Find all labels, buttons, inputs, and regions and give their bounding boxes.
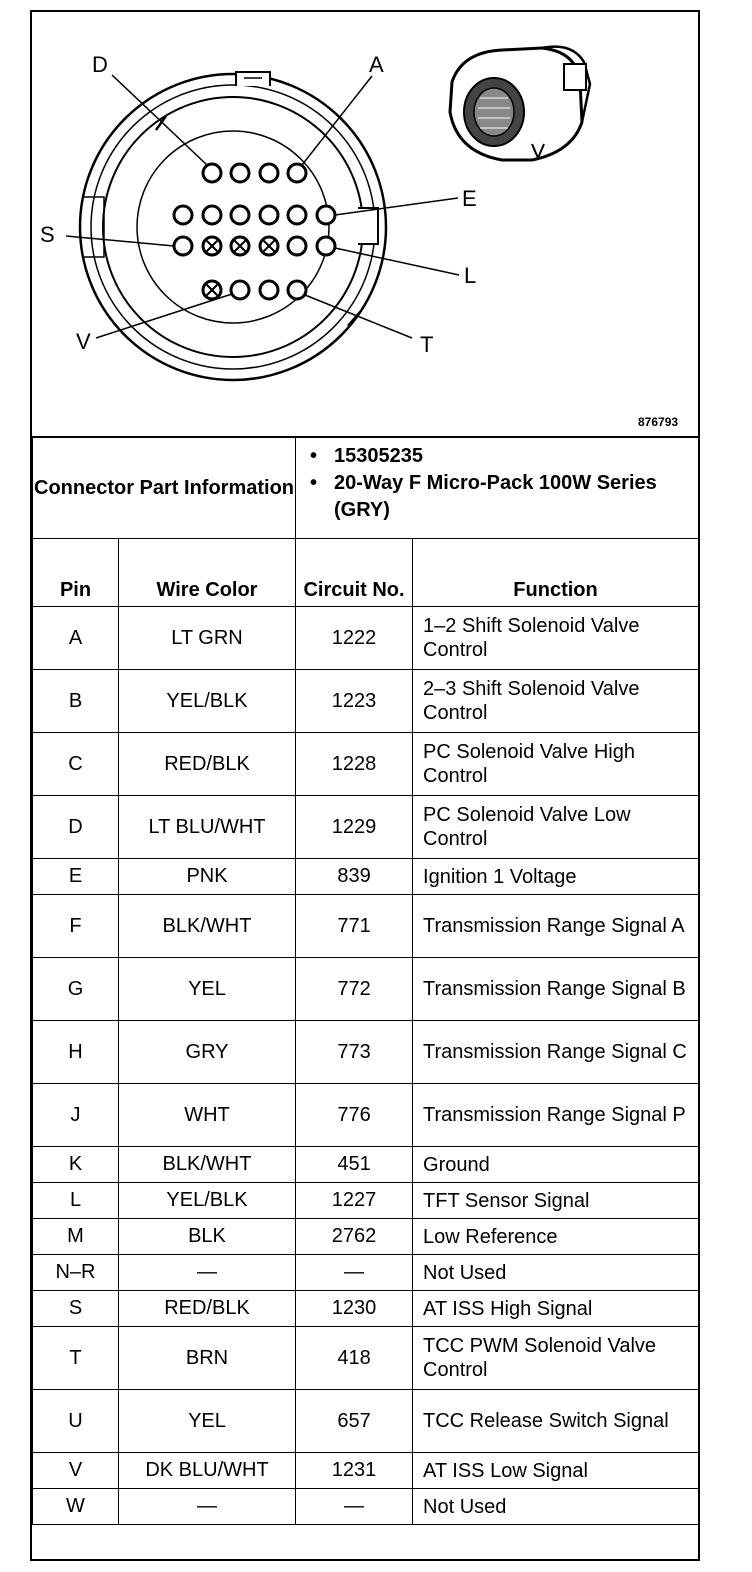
pin-cell: L [33, 1183, 119, 1219]
function-cell: PC Solenoid Valve High Control [413, 733, 699, 796]
wire-color-cell: — [119, 1489, 296, 1525]
table-row [33, 670, 699, 733]
function-cell: 1–2 Shift Solenoid Valve Control [413, 607, 699, 670]
pin-cell: A [33, 607, 119, 670]
function-cell: Not Used [413, 1255, 699, 1291]
header-function: Function [413, 539, 699, 607]
function-cell: 2–3 Shift Solenoid Valve Control [413, 670, 699, 733]
table-row [33, 1255, 699, 1291]
circuit-cell: 657 [296, 1390, 413, 1453]
table-row [33, 1390, 699, 1453]
table-row [33, 1327, 699, 1390]
table-row [33, 1453, 699, 1489]
wire-color-cell: YEL [119, 1390, 296, 1453]
wire-color-cell: RED/BLK [119, 733, 296, 796]
table-header-row [33, 539, 699, 607]
figure-number: 876793 [638, 415, 679, 429]
table-row [33, 1219, 699, 1255]
circuit-cell: 1229 [296, 796, 413, 859]
pin-cell: B [33, 670, 119, 733]
pin-cell: U [33, 1390, 119, 1453]
table-row [33, 1147, 699, 1183]
pinout-table [32, 436, 699, 1525]
connector-part-info-label: Connector Part Information [33, 437, 296, 539]
pin-cell: D [33, 796, 119, 859]
pin-cell: F [33, 895, 119, 958]
pin-cell: V [33, 1453, 119, 1489]
wire-color-cell: LT GRN [119, 607, 296, 670]
function-cell: Ignition 1 Voltage [413, 859, 699, 895]
pin-cell: T [33, 1327, 119, 1390]
pin-cell: S [33, 1291, 119, 1327]
callout-t: T [420, 332, 434, 357]
table-row [33, 1021, 699, 1084]
wire-color-cell: BRN [119, 1327, 296, 1390]
pinout-rows [33, 607, 699, 1525]
wire-color-cell: BLK [119, 1219, 296, 1255]
circuit-cell: 776 [296, 1084, 413, 1147]
table-row [33, 796, 699, 859]
circuit-cell: 1231 [296, 1453, 413, 1489]
callout-l: L [464, 263, 477, 288]
header-pin: Pin [33, 539, 119, 607]
function-cell: TCC PWM Solenoid Valve Control [413, 1327, 699, 1390]
function-cell: AT ISS Low Signal [413, 1453, 699, 1489]
wire-color-cell: BLK/WHT [119, 1147, 296, 1183]
function-cell: PC Solenoid Valve Low Control [413, 796, 699, 859]
circuit-cell: 772 [296, 958, 413, 1021]
callout-v: V [76, 329, 91, 354]
table-row [33, 733, 699, 796]
wire-color-cell: RED/BLK [119, 1291, 296, 1327]
function-cell: TCC Release Switch Signal [413, 1390, 699, 1453]
callout-d: D [92, 52, 108, 77]
wire-color-cell: GRY [119, 1021, 296, 1084]
callout-a: A [369, 52, 384, 77]
pin-cell: W [33, 1489, 119, 1525]
wire-color-cell: BLK/WHT [119, 895, 296, 958]
connector-part-info-list [296, 437, 699, 539]
pin-cell: G [33, 958, 119, 1021]
callout-s: S [40, 222, 55, 247]
header-circuit-no: Circuit No. [296, 539, 413, 607]
header-wire-color: Wire Color [119, 539, 296, 607]
wire-color-cell: DK BLU/WHT [119, 1453, 296, 1489]
circuit-cell: 2762 [296, 1219, 413, 1255]
wire-color-cell: YEL [119, 958, 296, 1021]
pin-cell: E [33, 859, 119, 895]
pin-cell: N–R [33, 1255, 119, 1291]
function-cell: Ground [413, 1147, 699, 1183]
function-cell: Transmission Range Signal P [413, 1084, 699, 1147]
circuit-cell: 1230 [296, 1291, 413, 1327]
function-cell: AT ISS High Signal [413, 1291, 699, 1327]
pin-cell: M [33, 1219, 119, 1255]
circuit-cell: — [296, 1489, 413, 1525]
table-row [33, 1489, 699, 1525]
pin-cell: C [33, 733, 119, 796]
table-row [33, 1291, 699, 1327]
pin-cell: H [33, 1021, 119, 1084]
circuit-cell: 839 [296, 859, 413, 895]
wire-color-cell: YEL/BLK [119, 1183, 296, 1219]
connector-sheet [30, 10, 700, 1561]
wire-color-cell: YEL/BLK [119, 670, 296, 733]
table-row [33, 859, 699, 895]
function-cell: Transmission Range Signal A [413, 895, 699, 958]
circuit-cell: 773 [296, 1021, 413, 1084]
table-row [33, 1183, 699, 1219]
table-row [33, 1084, 699, 1147]
circuit-cell: 1227 [296, 1183, 413, 1219]
circuit-cell: 451 [296, 1147, 413, 1183]
wire-color-cell: PNK [119, 859, 296, 895]
connector-info-item: • 20-Way F Micro-Pack 100W Series (GRY) [310, 472, 657, 521]
wire-color-cell: — [119, 1255, 296, 1291]
circuit-cell: 1222 [296, 607, 413, 670]
pin-cell: J [33, 1084, 119, 1147]
wire-color-cell: LT BLU/WHT [119, 796, 296, 859]
function-cell: Low Reference [413, 1219, 699, 1255]
table-row [33, 607, 699, 670]
function-cell: TFT Sensor Signal [413, 1183, 699, 1219]
wire-color-cell: WHT [119, 1084, 296, 1147]
connector-3d-view-icon [450, 47, 590, 160]
connector-info-row [33, 437, 699, 539]
connector-info-item: • 15305235 [310, 445, 423, 467]
circuit-cell: 1223 [296, 670, 413, 733]
table-row [33, 895, 699, 958]
circuit-cell: 418 [296, 1327, 413, 1390]
function-cell: Transmission Range Signal C [413, 1021, 699, 1084]
circuit-cell: 771 [296, 895, 413, 958]
function-cell: Transmission Range Signal B [413, 958, 699, 1021]
connector-face-diagram [32, 12, 698, 436]
callout-e: E [462, 186, 477, 211]
connector-figure-panel [32, 12, 698, 438]
circuit-cell: — [296, 1255, 413, 1291]
function-cell: Not Used [413, 1489, 699, 1525]
pin-cell: K [33, 1147, 119, 1183]
circuit-cell: 1228 [296, 733, 413, 796]
table-row [33, 958, 699, 1021]
